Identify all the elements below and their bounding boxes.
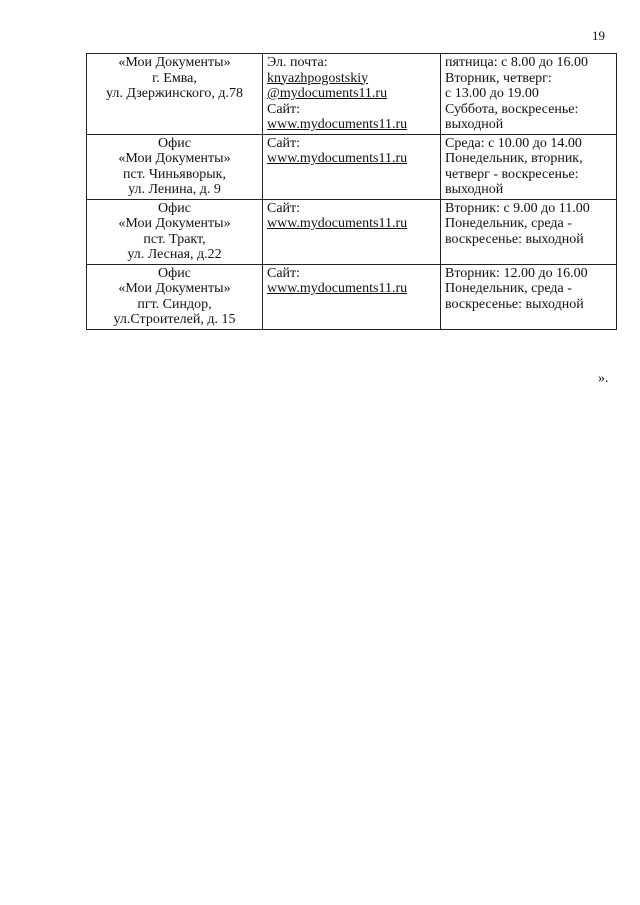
schedule-line: Понедельник, среда -	[445, 281, 572, 296]
office-line: ул. Ленина, д. 9	[128, 182, 221, 197]
table-row	[87, 199, 617, 264]
schedule-line: Вторник: с 9.00 до 11.00	[445, 200, 590, 216]
office-line: ул. Дзержинского, д.78	[106, 86, 243, 101]
schedule-line: Понедельник, вторник,	[445, 151, 583, 166]
office-cell	[87, 199, 263, 264]
site-link[interactable]: www.mydocuments11.ru	[267, 151, 408, 166]
contact-cell	[263, 134, 441, 199]
schedule-line: выходной	[445, 182, 504, 197]
email-link-part-2[interactable]: @mydocuments11.ru	[267, 86, 388, 101]
office-cell	[87, 264, 263, 329]
schedule-line: пятница: с 8.00 до 16.00	[445, 55, 588, 70]
schedule-line: Вторник: 12.00 до 16.00	[445, 265, 588, 281]
schedule-line: выходной	[445, 117, 504, 132]
office-cell	[87, 134, 263, 199]
office-line: ул.Строителей, д. 15	[113, 312, 236, 327]
email-label: Эл. почта:	[267, 55, 328, 70]
office-line: «Мои Документы»	[118, 281, 231, 296]
table-row	[87, 54, 617, 135]
office-line: г. Емва,	[152, 70, 197, 86]
schedule-line: воскресенье: выходной	[445, 296, 584, 312]
site-link[interactable]: www.mydocuments11.ru	[267, 216, 408, 231]
office-line: «Мои Документы»	[118, 216, 231, 231]
office-line: Офис	[158, 200, 191, 216]
office-line: пгт. Синдор,	[137, 296, 212, 312]
schedule-line: Вторник, четверг:	[445, 70, 552, 86]
contact-cell	[263, 54, 441, 135]
schedule-line: четверг - воскресенье:	[445, 166, 579, 182]
schedule-cell	[441, 54, 617, 135]
site-label: Сайт:	[267, 200, 301, 216]
office-line: «Мои Документы»	[118, 55, 231, 70]
site-label: Сайт:	[267, 135, 301, 151]
table-row	[87, 264, 617, 329]
contact-cell	[263, 199, 441, 264]
site-link[interactable]: www.mydocuments11.ru	[267, 117, 408, 132]
table-row	[87, 134, 617, 199]
page-number: 19	[592, 28, 605, 43]
office-line: Офис	[158, 265, 191, 281]
schedule-cell	[441, 199, 617, 264]
schedule-cell	[441, 134, 617, 199]
office-line: «Мои Документы»	[118, 151, 231, 166]
schedule-line: Понедельник, среда -	[445, 216, 572, 231]
schedule-line: воскресенье: выходной	[445, 231, 584, 247]
schedule-line: Среда: с 10.00 до 14.00	[445, 135, 582, 151]
office-line: пст. Тракт,	[143, 231, 206, 247]
office-cell	[87, 54, 263, 135]
site-label: Сайт:	[267, 101, 301, 117]
closing-quote-mark: ».	[598, 371, 609, 386]
site-link[interactable]: www.mydocuments11.ru	[267, 281, 408, 296]
site-label: Сайт:	[267, 265, 301, 281]
schedule-cell	[441, 264, 617, 329]
schedule-line: Суббота, воскресенье:	[445, 101, 579, 117]
office-line: ул. Лесная, д.22	[127, 247, 222, 262]
contact-cell	[263, 264, 441, 329]
offices-table	[86, 53, 617, 330]
email-link-part-1[interactable]: knyazhpogostskiy	[267, 70, 369, 86]
offices-table-body	[87, 54, 617, 330]
office-line: Офис	[158, 135, 191, 151]
schedule-line: с 13.00 до 19.00	[445, 86, 539, 101]
office-line: пст. Чиньяворык,	[123, 166, 226, 182]
